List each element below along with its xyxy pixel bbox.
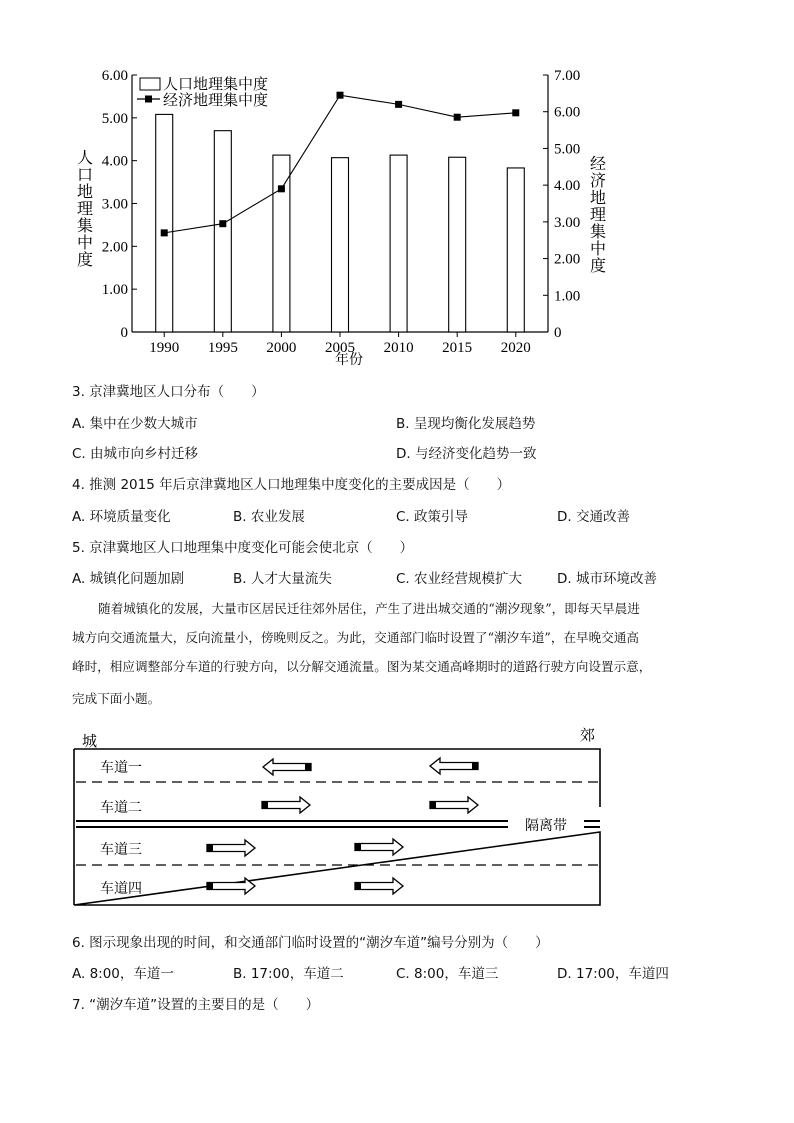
q5-option-c: C. 农业经营规模扩大 bbox=[396, 571, 523, 587]
city-label: 城 bbox=[82, 732, 98, 750]
left-tick-label: 4.00 bbox=[101, 153, 128, 170]
q6-option-a: A. 8:00，车道一 bbox=[72, 966, 174, 982]
economy-point bbox=[454, 114, 461, 121]
population-bar bbox=[273, 155, 290, 332]
q4-option-c: C. 政策引导 bbox=[396, 509, 469, 525]
legend-square-marker bbox=[145, 96, 152, 103]
q5-option-b: B. 人才大量流失 bbox=[233, 571, 332, 587]
x-tick-label: 2005 bbox=[325, 340, 355, 356]
right-tick-label: 5.00 bbox=[554, 141, 581, 158]
left-tick-label: 6.00 bbox=[101, 68, 128, 84]
lane-1-arrow-left bbox=[430, 758, 478, 774]
left-axis-title-char: 理 bbox=[76, 199, 94, 218]
left-axis-title-char: 中 bbox=[76, 233, 94, 252]
legend-economy-label: 经济地理集中度 bbox=[163, 91, 269, 109]
left-axis-title-char: 地 bbox=[76, 182, 94, 201]
right-tick-label: 1.00 bbox=[554, 288, 581, 305]
q6-option-c: C. 8:00，车道三 bbox=[396, 966, 499, 982]
passage-line-2: 城方向交通流量大，反向流量小，傍晚则反之。为此，交通部门临时设置了“潮汐车道”，在早晚交通高 bbox=[72, 630, 640, 645]
q3-option-d: D. 与经济变化趋势一致 bbox=[396, 446, 537, 462]
left-axis-title-char: 人 bbox=[76, 148, 94, 167]
x-tick-label: 1990 bbox=[149, 340, 180, 356]
right-axis-title-char: 济 bbox=[589, 171, 607, 190]
left-tick-label: 2.00 bbox=[101, 239, 128, 256]
passage-line-3: 峰时，相应调整部分车道的行驶方向，以分解交通流量。图为某交通高峰期时的道路行驶方向设置示意， bbox=[72, 659, 652, 674]
right-tick-label: 6.00 bbox=[554, 104, 581, 121]
right-axis-title-char: 经 bbox=[589, 154, 607, 173]
lane-2-arrow-right bbox=[430, 797, 478, 813]
right-tick-label: 2.00 bbox=[554, 251, 581, 268]
passage-line-4: 完成下面小题。 bbox=[72, 691, 161, 706]
q5-option-a: A. 城镇化问题加剧 bbox=[72, 571, 185, 587]
question-4-stem: 4. 推测 2015 年后京津冀地区人口地理集中度变化的主要成因是（ ） bbox=[72, 477, 511, 493]
question-6-stem: 6. 图示现象出现的时间，和交通部门临时设置的“潮汐车道”编号分别为（ ） bbox=[72, 935, 549, 951]
lane-4-arrow-right bbox=[355, 878, 403, 894]
lane-3-arrow-right bbox=[355, 839, 403, 855]
population-bar bbox=[214, 131, 231, 332]
q3-option-b: B. 呈现均衡化发展趋势 bbox=[396, 416, 536, 432]
lane-3-label: 车道三 bbox=[100, 842, 142, 858]
lane-3-arrow-right bbox=[207, 840, 255, 856]
population-economy-chart bbox=[0, 0, 794, 380]
legend-bar-swatch bbox=[140, 78, 160, 90]
lane-4-label: 车道四 bbox=[100, 881, 142, 897]
x-tick-label: 2010 bbox=[383, 340, 414, 356]
lane-2-label: 车道二 bbox=[100, 800, 142, 816]
question-3-stem: 3. 京津冀地区人口分布（ ） bbox=[72, 384, 265, 400]
population-bar bbox=[332, 158, 349, 332]
left-axis-title bbox=[77, 148, 93, 269]
lane-1-arrow-left bbox=[263, 759, 311, 775]
q3-option-c: C. 由城市向乡村迁移 bbox=[72, 446, 199, 462]
question-5-stem: 5. 京津冀地区人口地理集中度变化可能会使北京（ ） bbox=[72, 540, 414, 556]
left-axis-title-char: 度 bbox=[76, 250, 94, 269]
q6-option-b: B. 17:00，车道二 bbox=[233, 966, 344, 982]
q6-option-d: D. 17:00，车道四 bbox=[557, 966, 669, 982]
economy-point bbox=[395, 101, 402, 108]
q4-option-b: B. 农业发展 bbox=[233, 509, 305, 525]
x-axis-title: 年份 bbox=[335, 352, 363, 368]
lane-2-arrow-right bbox=[262, 797, 310, 813]
economy-point bbox=[512, 109, 519, 116]
population-bar bbox=[390, 155, 407, 332]
right-axis-title-char: 集 bbox=[589, 222, 607, 241]
q4-option-d: D. 交通改善 bbox=[557, 509, 630, 525]
economy-point bbox=[219, 220, 226, 227]
tidal-lane-diagram bbox=[0, 720, 794, 920]
x-tick-label: 2015 bbox=[442, 340, 473, 356]
lane-1-label: 车道一 bbox=[100, 760, 142, 776]
economy-point bbox=[278, 185, 285, 192]
x-tick-label: 2020 bbox=[500, 340, 531, 356]
median-label: 隔离带 bbox=[525, 818, 567, 834]
economy-point bbox=[337, 92, 344, 99]
population-bar bbox=[156, 114, 173, 332]
lane-4-arrow-right bbox=[207, 878, 255, 894]
population-bar bbox=[507, 168, 524, 332]
passage-line-1: 随着城镇化的发展，大量市区居民迁往郊外居住，产生了进出城交通的“潮汐现象”，即每天早晨进 bbox=[98, 601, 640, 616]
left-axis-title-char: 集 bbox=[76, 216, 94, 235]
right-axis-title-char: 中 bbox=[589, 239, 607, 258]
right-axis-title-char: 地 bbox=[589, 188, 607, 207]
q4-option-a: A. 环境质量变化 bbox=[72, 509, 171, 525]
x-tick-label: 1995 bbox=[207, 340, 238, 356]
left-tick-label: 1.00 bbox=[101, 282, 128, 299]
right-tick-label: 3.00 bbox=[554, 214, 581, 231]
q3-option-a: A. 集中在少数大城市 bbox=[72, 416, 198, 432]
x-tick-label: 2000 bbox=[266, 340, 297, 356]
right-axis-title-char: 理 bbox=[589, 205, 607, 224]
q5-option-d: D. 城市环境改善 bbox=[557, 571, 657, 587]
left-tick-label: 0 bbox=[120, 325, 128, 341]
economy-point bbox=[161, 229, 168, 236]
legend-population-label: 人口地理集中度 bbox=[163, 75, 269, 93]
left-tick-label: 5.00 bbox=[101, 110, 128, 127]
question-7-stem: 7. “潮汐车道”设置的主要目的是（ ） bbox=[72, 997, 320, 1013]
chart-bars bbox=[156, 114, 525, 332]
right-tick-label: 7.00 bbox=[554, 68, 581, 84]
right-tick-label: 0 bbox=[554, 325, 562, 341]
right-axis-title-char: 度 bbox=[589, 256, 607, 275]
suburb-label: 郊 bbox=[580, 726, 596, 744]
right-axis-title bbox=[590, 154, 606, 275]
right-tick-label: 4.00 bbox=[554, 178, 581, 195]
left-axis-title-char: 口 bbox=[76, 165, 94, 184]
population-bar bbox=[449, 157, 466, 332]
left-tick-label: 3.00 bbox=[101, 196, 128, 213]
